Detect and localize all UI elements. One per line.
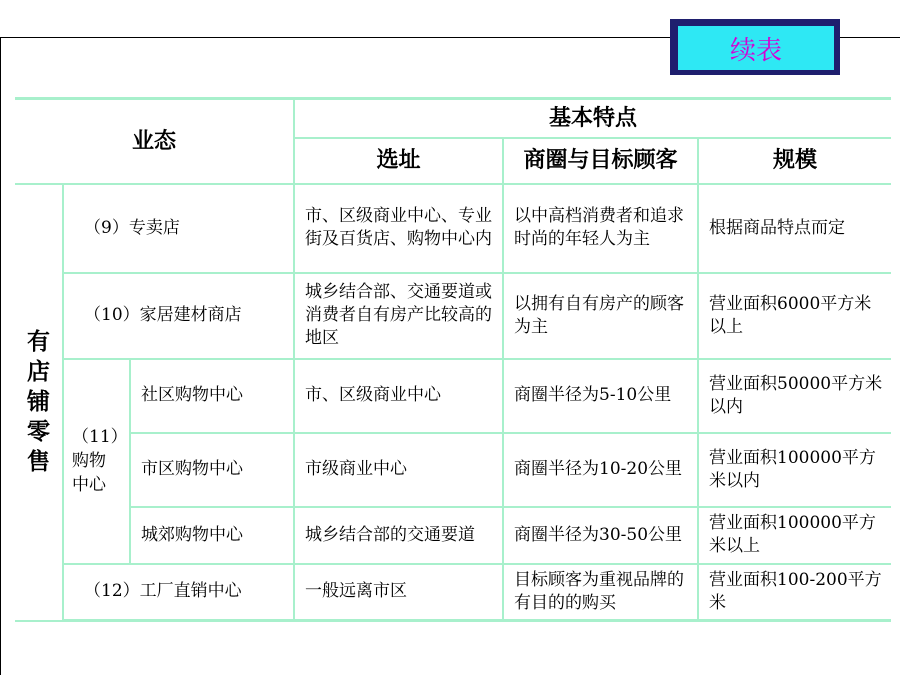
header-format: 业态 (15, 99, 294, 184)
trade-area-cell: 以中高档消费者和追求时尚的年轻人为主 (503, 184, 698, 273)
group-label-text: 有店铺零售 (27, 329, 50, 475)
scale-cell: 营业面积50000平方米以内 (698, 359, 891, 433)
group-label-store-retail (15, 184, 63, 621)
format-name: 社区购物中心 (130, 359, 294, 433)
format-name: （10）家居建材商店 (63, 273, 294, 359)
trade-area-cell: 目标顾客为重视品牌的有目的的购买 (503, 564, 698, 621)
format-name: 市区购物中心 (130, 433, 294, 507)
shopping-center-word-1: 购物 (72, 451, 106, 471)
table-row (15, 433, 891, 507)
shopping-center-word-2: 中心 (72, 475, 106, 495)
shopping-center-number: （11） (72, 427, 128, 447)
table-row (15, 507, 891, 564)
scale-cell: 营业面积100000平方米以内 (698, 433, 891, 507)
scale-cell: 根据商品特点而定 (698, 184, 891, 273)
header-basic-features: 基本特点 (294, 99, 891, 138)
format-name: （12）工厂直销中心 (63, 564, 294, 621)
location-cell: 市、区级商业中心、专业街及百货店、购物中心内 (294, 184, 503, 273)
trade-area-cell: 商圈半径为10-20公里 (503, 433, 698, 507)
continued-badge-label: 续表 (678, 26, 834, 70)
location-cell: 市级商业中心 (294, 433, 503, 507)
table-row (15, 359, 891, 433)
scale-cell: 营业面积6000平方米以上 (698, 273, 891, 359)
scale-cell: 营业面积100000平方米以上 (698, 507, 891, 564)
header-trade-area: 商圈与目标顾客 (503, 138, 698, 184)
trade-area-cell: 商圈半径为5-10公里 (503, 359, 698, 433)
trade-area-cell: 以拥有自有房产的顾客为主 (503, 273, 698, 359)
header-row-1 (15, 99, 891, 138)
table-row (15, 184, 891, 273)
format-name: （9）专卖店 (63, 184, 294, 273)
format-name: 城郊购物中心 (130, 507, 294, 564)
table-row (15, 273, 891, 359)
shopping-center-group (63, 359, 130, 564)
location-cell: 市、区级商业中心 (294, 359, 503, 433)
scale-cell: 营业面积100-200平方米 (698, 564, 891, 621)
frame-left-line (0, 37, 1, 675)
trade-area-cell: 商圈半径为30-50公里 (503, 507, 698, 564)
header-scale: 规模 (698, 138, 891, 184)
location-cell: 一般远离市区 (294, 564, 503, 621)
location-cell: 城乡结合部、交通要道或消费者自有房产比较高的地区 (294, 273, 503, 359)
retail-format-table (15, 97, 891, 622)
header-location: 选址 (294, 138, 503, 184)
table-row (15, 564, 891, 621)
location-cell: 城乡结合部的交通要道 (294, 507, 503, 564)
